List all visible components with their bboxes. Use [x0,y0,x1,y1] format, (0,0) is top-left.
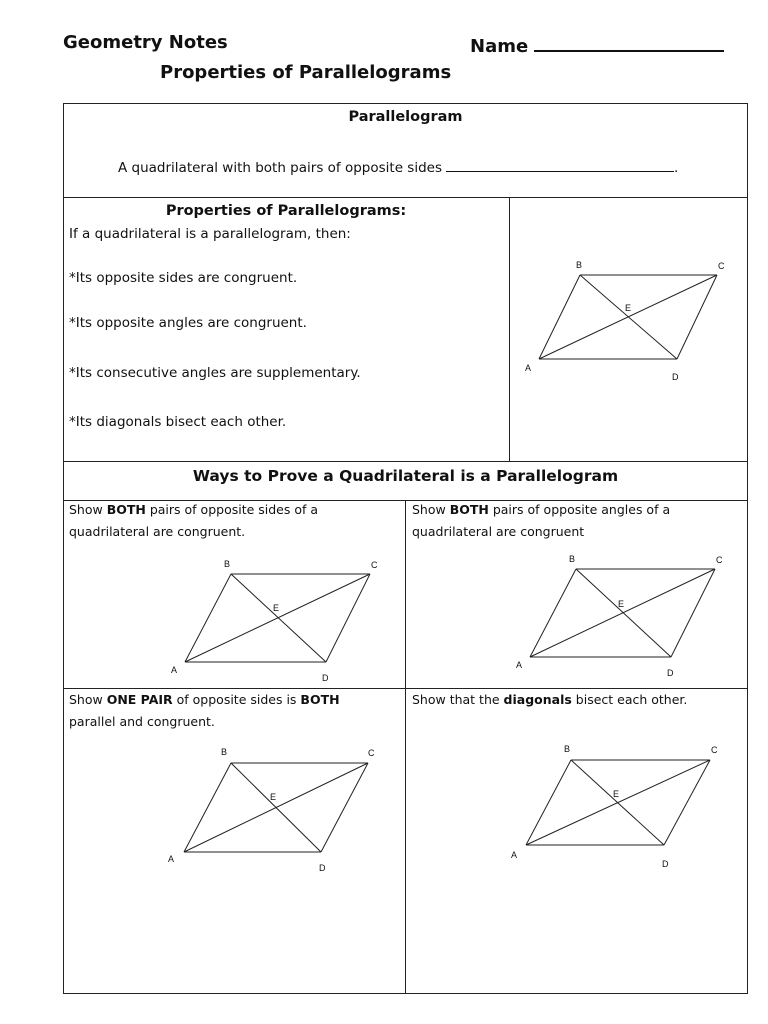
method-emphasis: BOTH [106,502,146,517]
method-text: pairs of opposite angles of a [488,502,671,517]
properties-title: Properties of Parallelograms: [165,203,407,219]
method-emphasis: ONE PAIR [106,692,173,707]
method-text: pairs of opposite sides of a [145,502,319,517]
vertex-label-e: E [625,303,632,313]
method-text: Show [69,502,107,517]
property-text: Its diagonals bisect each other. [75,414,287,430]
bullet: * [69,365,76,381]
vertex-label-b: B [569,554,576,564]
properties-intro: If a quadrilateral is a parallelogram, then: [69,226,351,242]
method-text: bisect each other. [571,692,688,707]
vertex-label-a: A [516,660,523,670]
vertex-label-b: B [221,747,228,757]
method-text: Show [412,502,450,517]
vertex-label-d: D [319,863,326,873]
method-text: quadrilateral are congruent. [69,524,246,539]
vertex-label-b: B [224,559,231,569]
method-text: quadrilateral are congruent [412,524,585,539]
vertex-label-c: C [718,261,725,271]
vertex-label-c: C [711,745,718,755]
method-text: Show that the [412,692,504,707]
vertex-label-d: D [672,372,679,382]
vertex-label-a: A [511,850,518,860]
definition-title: Parallelogram [348,109,463,125]
method-emphasis: BOTH [300,692,340,707]
page-subtitle: Properties of Parallelograms [160,62,452,83]
definition-period: . [673,160,679,176]
vertex-label-c: C [368,748,375,758]
property-text: Its consecutive angles are supplementary. [75,365,361,381]
method-text: parallel and congruent. [69,714,215,729]
vertex-label-d: D [667,668,674,678]
vertex-label-d: D [662,859,669,869]
vertex-label-e: E [613,789,620,799]
method-text: of opposite sides is [172,692,301,707]
vertex-label-e: E [270,792,277,802]
vertex-label-a: A [171,665,178,675]
bullet: * [69,414,76,430]
vertex-label-a: A [525,363,532,373]
method-emphasis: BOTH [449,502,489,517]
method-emphasis: diagonals [503,692,572,707]
vertex-label-e: E [273,603,280,613]
vertex-label-e: E [618,599,625,609]
name-label: Name [470,36,529,57]
vertex-label-c: C [716,555,723,565]
vertex-label-b: B [576,260,583,270]
vertex-label-d: D [322,673,329,683]
course-title: Geometry Notes [63,32,228,53]
property-text: Its opposite angles are congruent. [75,315,307,331]
prove-title: Ways to Prove a Quadrilateral is a Parallelogram [192,467,619,485]
bullet: * [69,315,76,331]
vertex-label-c: C [371,560,378,570]
bullet: * [69,270,76,286]
vertex-label-b: B [564,744,571,754]
definition-sentence: A quadrilateral with both pairs of opposite sides [118,160,442,176]
method-text: Show [69,692,107,707]
vertex-label-a: A [168,854,175,864]
property-text: Its opposite sides are congruent. [75,270,298,286]
